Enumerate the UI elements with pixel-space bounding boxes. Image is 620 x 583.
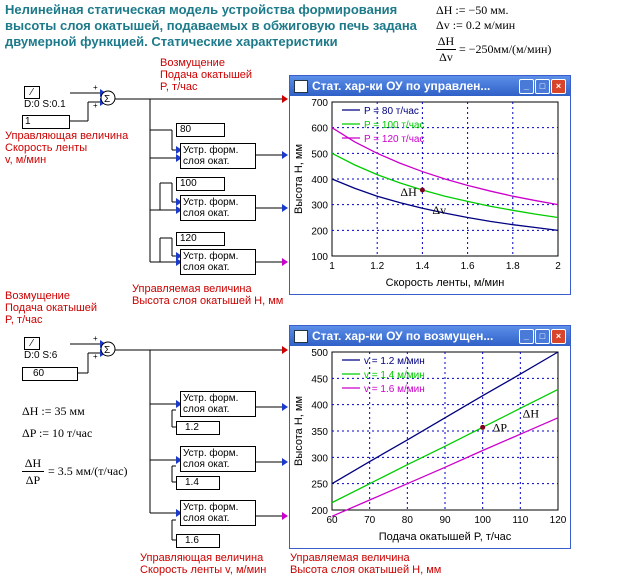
ratio-value: = −250мм/(м/мин) [459,42,552,56]
operating-point-marker [480,425,485,430]
top-const-input[interactable]: 1 [22,115,70,129]
y-tick-label: 200 [311,506,328,517]
x-tick-label: 1.8 [505,261,520,272]
y-tick-label: 400 [311,400,328,412]
annotation-label: ΔH [522,406,540,421]
x-tick-label: 1.2 [370,261,385,272]
bottom-const-input[interactable]: 60 [22,367,78,381]
svg-text:+: + [93,101,98,110]
chart-bottom [290,346,568,546]
y-tick-label: 300 [311,453,328,465]
top-block-1[interactable]: Устр. форм. слоя окат. [180,143,256,169]
bottom-block-1[interactable]: Устр. форм. слоя окат. [180,391,256,417]
formula-dP: ΔP := 10 т/час [22,426,93,440]
formula-dv: Δv := 0.2 м/мин [436,18,516,32]
legend-label: P = 120 т/час [364,134,425,145]
annotation-label: ΔP [492,420,508,435]
legend-label: P = 100 т/час [364,120,425,131]
window-title: Стат. хар-ки ОУ по управлен... [312,79,491,93]
top-value-3[interactable]: 120 [176,232,225,246]
x-tick-label: 1 [329,261,335,272]
y-tick-label: 100 [311,252,328,263]
window-icon [294,80,308,93]
ratio-denominator-bottom: ΔP [25,473,41,487]
bottom-block-2[interactable]: Устр. форм. слоя окат. [180,446,256,472]
legend-label: v = 1.4 м/мин [364,370,425,381]
svg-text:+: + [93,83,98,92]
y-tick-label: 350 [311,427,328,438]
legend-label: P = 80 т/час [364,106,419,117]
x-tick-label: 1.4 [415,261,430,272]
y-tick-label: 600 [311,123,328,135]
operating-point-marker [420,188,425,193]
formula-dH-bottom: ΔH := 35 мм [22,404,85,418]
close-button[interactable]: × [551,79,566,94]
ratio-numerator: ΔH [437,34,455,48]
bottom-value-1[interactable]: 1.2 [176,421,220,435]
bottom-block-3[interactable]: Устр. форм. слоя окат. [180,500,256,526]
chart-window-bottom[interactable] [289,325,571,549]
svg-text:Σ: Σ [104,345,111,356]
top-block-2[interactable]: Устр. форм. слоя окат. [180,195,256,221]
y-axis-label: Высота Н, мм [293,143,305,215]
y-tick-label: 500 [311,149,328,161]
x-tick-label: 1.6 [460,261,475,272]
page-title: Нелинейная статическая модель устройства формирования высоты слоя окатышей, подаваемых в обжиговую печь задана двумерной функцией. Статические характеристики [5,2,417,49]
y-tick-label: 200 [311,226,328,238]
close-button[interactable]: × [551,329,566,344]
y-tick-label: 450 [311,374,328,386]
minimize-button[interactable]: _ [519,329,534,344]
formula-dH: ΔH := −50 мм. [436,3,509,17]
y-tick-label: 500 [311,348,328,359]
x-tick-label: 110 [512,515,529,526]
y-tick-label: 250 [311,479,328,491]
source-icon[interactable]: ⁄ [24,337,40,350]
y-tick-label: 700 [311,98,328,109]
window-icon [294,330,308,343]
annotation-label: Δv [432,203,447,218]
ratio-numerator-bottom: ΔH [22,456,44,472]
bottom-disturbance-label: Возмущение Подача окатышей P, т/час [5,290,98,326]
x-axis-label: Скорость ленты, м/мин [385,277,505,289]
x-tick-label: 70 [364,515,376,526]
chart-top [290,96,568,292]
y-tick-label: 300 [311,200,328,212]
y-axis-label: Высота Н, мм [293,395,305,467]
x-tick-label: 60 [326,515,338,526]
bottom-value-3[interactable]: 1.6 [176,534,220,548]
annotation-label: ΔH [400,185,417,200]
x-axis-label: Подача окатышей P, т/час [378,531,512,543]
x-tick-label: 100 [474,515,492,526]
bottom-output-label: Управляемая величина Высота слоя окатышей Н, мм [290,552,442,576]
legend-label: v = 1.2 м/мин [364,356,425,367]
ratio-denominator: Δv [439,50,453,64]
top-value-1[interactable]: 80 [176,123,225,137]
top-source-label: D:0 S:0.1 [24,99,66,110]
window-title: Стат. хар-ки ОУ по возмущен... [312,329,494,343]
top-value-2[interactable]: 100 [176,177,225,191]
legend-label: v = 1.6 м/мин [364,384,425,395]
svg-text:+: + [93,334,98,343]
top-block-3[interactable]: Устр. форм. слоя окат. [180,249,256,275]
window-titlebar[interactable] [290,76,570,96]
svg-text:Σ: Σ [104,94,111,105]
maximize-button[interactable]: □ [535,79,550,94]
minimize-button[interactable]: _ [519,79,534,94]
x-tick-label: 120 [549,515,567,526]
bottom-source-label: D:0 S:6 [24,350,58,361]
top-disturbance-label: Возмущение Подача окатышей P, т/час [160,57,253,93]
x-tick-label: 90 [439,515,451,526]
bottom-value-2[interactable]: 1.4 [176,476,220,490]
ratio-value-bottom: = 3.5 мм/(т/час) [48,464,128,478]
x-tick-label: 2 [555,261,561,272]
chart-window-top[interactable] [289,75,571,295]
svg-text:+: + [93,352,98,361]
bottom-control-label: Управляющая величина Скорость ленты v, м/мин [140,552,267,576]
top-output-label: Управляемая величина Высота слоя окатышей Н, мм [132,283,284,307]
x-tick-label: 80 [401,515,413,526]
source-icon[interactable]: ⁄ [24,86,40,99]
window-titlebar[interactable] [290,326,570,346]
maximize-button[interactable]: □ [535,329,550,344]
y-tick-label: 400 [311,175,328,186]
top-control-label: Управляющая величина Скорость ленты v, м/мин [5,130,129,166]
